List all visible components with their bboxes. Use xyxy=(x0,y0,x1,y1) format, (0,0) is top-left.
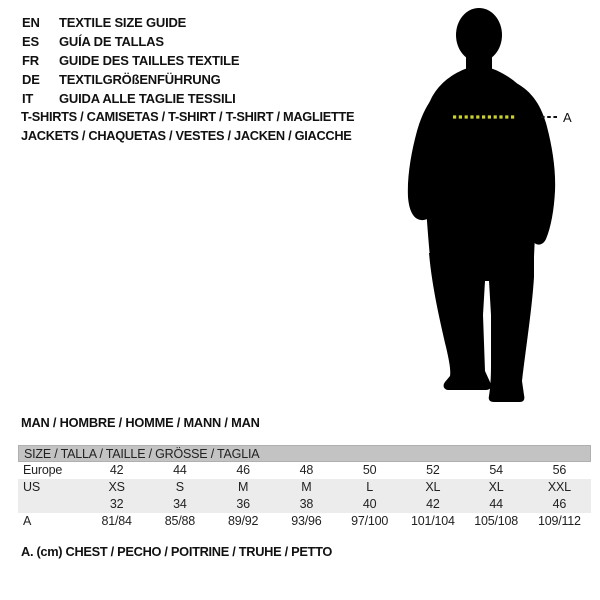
lang-code: EN xyxy=(22,15,40,30)
row-label: Europe xyxy=(23,463,63,477)
size-cell: 46 xyxy=(236,463,250,477)
size-table xyxy=(18,445,591,530)
lang-label: GUÍA DE TALLAS xyxy=(59,34,164,49)
size-cell: 81/84 xyxy=(101,514,132,528)
size-cell: 38 xyxy=(299,497,314,511)
size-cell: 85/88 xyxy=(164,514,196,528)
table-row xyxy=(18,496,591,513)
size-cell: 93/96 xyxy=(291,514,322,528)
row-label: A xyxy=(23,514,32,528)
size-cell: XXL xyxy=(547,480,571,494)
language-list xyxy=(22,13,239,108)
size-cell: L xyxy=(366,480,373,494)
size-cell: 36 xyxy=(236,497,250,511)
lang-code: FR xyxy=(22,53,39,68)
language-row xyxy=(22,32,239,51)
size-cell: 89/92 xyxy=(227,514,259,528)
table-row xyxy=(18,479,591,496)
lang-label: GUIDA ALLE TAGLIE TESSILI xyxy=(59,91,236,106)
size-cell: 44 xyxy=(173,463,187,477)
size-cell: 54 xyxy=(489,463,503,477)
row-label: US xyxy=(23,480,40,494)
table-row xyxy=(18,513,591,530)
size-cell: M xyxy=(238,480,249,494)
section-title-man: MAN / HOMBRE / HOMME / MANN / MAN xyxy=(21,415,260,430)
size-cell: XL xyxy=(425,480,441,494)
size-table-header: SIZE / TALLA / TAILLE / GRÖSSE / TAGLIA xyxy=(18,445,591,462)
size-cell: 97/100 xyxy=(351,514,389,528)
size-cell: S xyxy=(175,480,184,494)
lang-code: ES xyxy=(22,34,39,49)
size-cell: 44 xyxy=(489,497,503,511)
man-silhouette-icon xyxy=(396,5,586,405)
size-cell: XS xyxy=(108,480,125,494)
size-cell: 46 xyxy=(552,497,567,511)
language-row xyxy=(22,51,239,70)
size-cell: 34 xyxy=(173,497,187,511)
chest-measure-label: A xyxy=(563,110,572,125)
chest-footnote: A. (cm) CHEST / PECHO / POITRINE / TRUHE / PETTO xyxy=(21,544,333,559)
size-cell: 52 xyxy=(426,463,440,477)
category-line-tshirts: T-SHIRTS / CAMISETAS / T-SHIRT / T-SHIRT / MAGLIETTE xyxy=(21,109,355,124)
lang-code: DE xyxy=(22,72,40,87)
size-cell: 56 xyxy=(552,463,567,477)
size-cell: 42 xyxy=(426,497,440,511)
language-row xyxy=(22,13,239,32)
table-row xyxy=(18,462,591,479)
size-cell: 40 xyxy=(362,497,377,511)
lang-code: IT xyxy=(22,91,34,106)
language-row xyxy=(22,70,239,89)
lang-label: GUIDE DES TAILLES TEXTILE xyxy=(59,53,240,68)
category-line-jackets: JACKETS / CHAQUETAS / VESTES / JACKEN / GIACCHE xyxy=(21,128,352,143)
row-label xyxy=(18,496,85,513)
size-cell: 48 xyxy=(299,463,314,477)
size-cell: XL xyxy=(488,480,504,494)
size-cell: 50 xyxy=(362,463,377,477)
size-cell: 32 xyxy=(109,497,124,511)
size-cell: M xyxy=(301,480,312,494)
size-cell: 109/112 xyxy=(537,514,581,528)
lang-label: TEXTILE SIZE GUIDE xyxy=(59,15,187,30)
lang-label: TEXTILGRÖßENFÜHRUNG xyxy=(59,72,221,87)
size-cell: 101/104 xyxy=(410,514,455,528)
category-lines xyxy=(21,107,354,145)
size-cell: 42 xyxy=(109,463,124,477)
size-table-body xyxy=(18,462,591,530)
size-cell: 105/108 xyxy=(474,514,519,528)
man-silhouette-figure xyxy=(396,5,586,405)
language-row xyxy=(22,89,239,108)
